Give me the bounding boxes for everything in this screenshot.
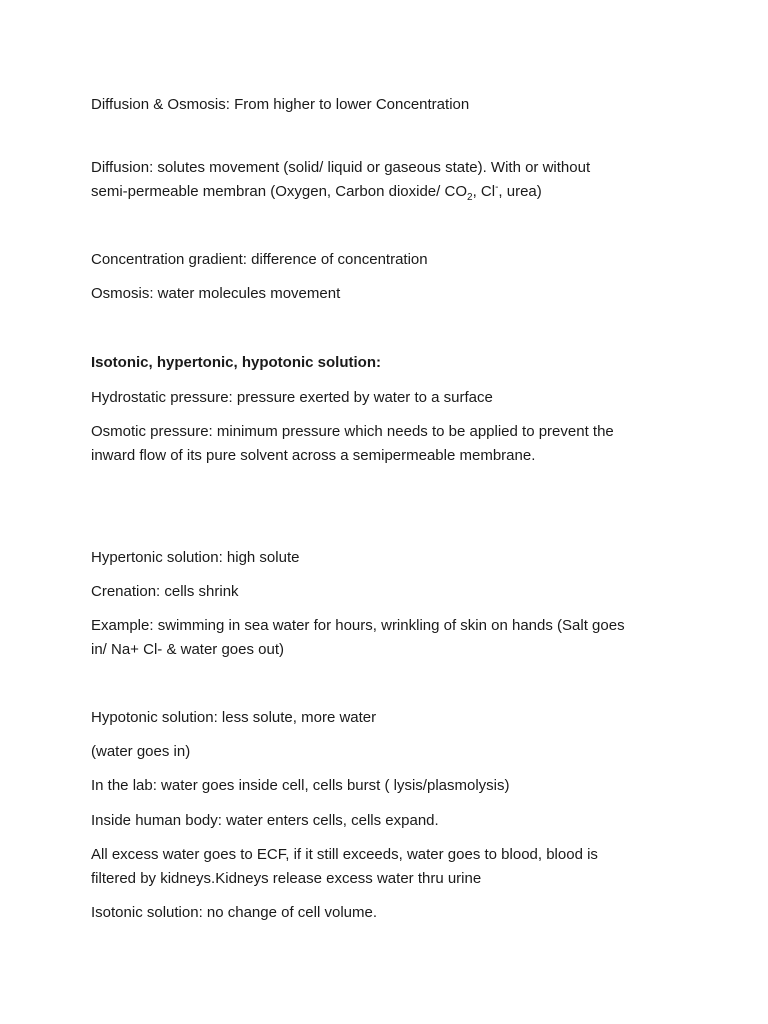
- excess-water-line-1: All excess water goes to ECF, if it still exceeds, water goes to blood, blood is: [91, 846, 598, 863]
- excess-water-line-2: filtered by kidneys.Kidneys release excess water thru urine: [91, 870, 482, 887]
- diffusion-text-start: semi-permeable membran (Oxygen, Carbon dioxide/ CO: [91, 183, 467, 200]
- osmotic-line-1: Osmotic pressure: minimum pressure which needs to be applied to prevent the: [91, 423, 614, 440]
- co2-subscript: 2: [467, 192, 473, 203]
- chloride-superscript: -: [495, 182, 499, 193]
- water-goes-in-line: (water goes in): [91, 743, 191, 760]
- solutions-heading: Isotonic, hypertonic, hypotonic solution:: [91, 354, 381, 371]
- diffusion-text-end: , urea): [498, 183, 542, 200]
- diffusion-text-mid: , Cl: [472, 183, 496, 200]
- osmosis-line: Osmosis: water molecules movement: [91, 285, 341, 302]
- diffusion-line-1: Diffusion: solutes movement (solid/ liquid or gaseous state). With or without: [91, 159, 591, 176]
- gradient-line: Concentration gradient: difference of concentration: [91, 251, 428, 268]
- title-line: Diffusion & Osmosis: From higher to lower Concentration: [91, 96, 470, 113]
- isotonic-line: Isotonic solution: no change of cell volume.: [91, 904, 378, 921]
- osmotic-line-2: inward flow of its pure solvent across a semipermeable membrane.: [91, 447, 536, 464]
- hypotonic-line: Hypotonic solution: less solute, more water: [91, 709, 377, 726]
- example-line-1: Example: swimming in sea water for hours, wrinkling of skin on hands (Salt goes: [91, 617, 625, 634]
- example-line-2: in/ Na+ Cl- & water goes out): [91, 641, 285, 658]
- crenation-line: Crenation: cells shrink: [91, 583, 239, 600]
- hydrostatic-line: Hydrostatic pressure: pressure exerted by water to a surface: [91, 389, 493, 406]
- lab-line: In the lab: water goes inside cell, cells burst ( lysis/plasmolysis): [91, 777, 510, 794]
- hypertonic-line: Hypertonic solution: high solute: [91, 549, 300, 566]
- diffusion-line-2: [91, 180, 691, 204]
- human-body-line: Inside human body: water enters cells, cells expand.: [91, 812, 439, 829]
